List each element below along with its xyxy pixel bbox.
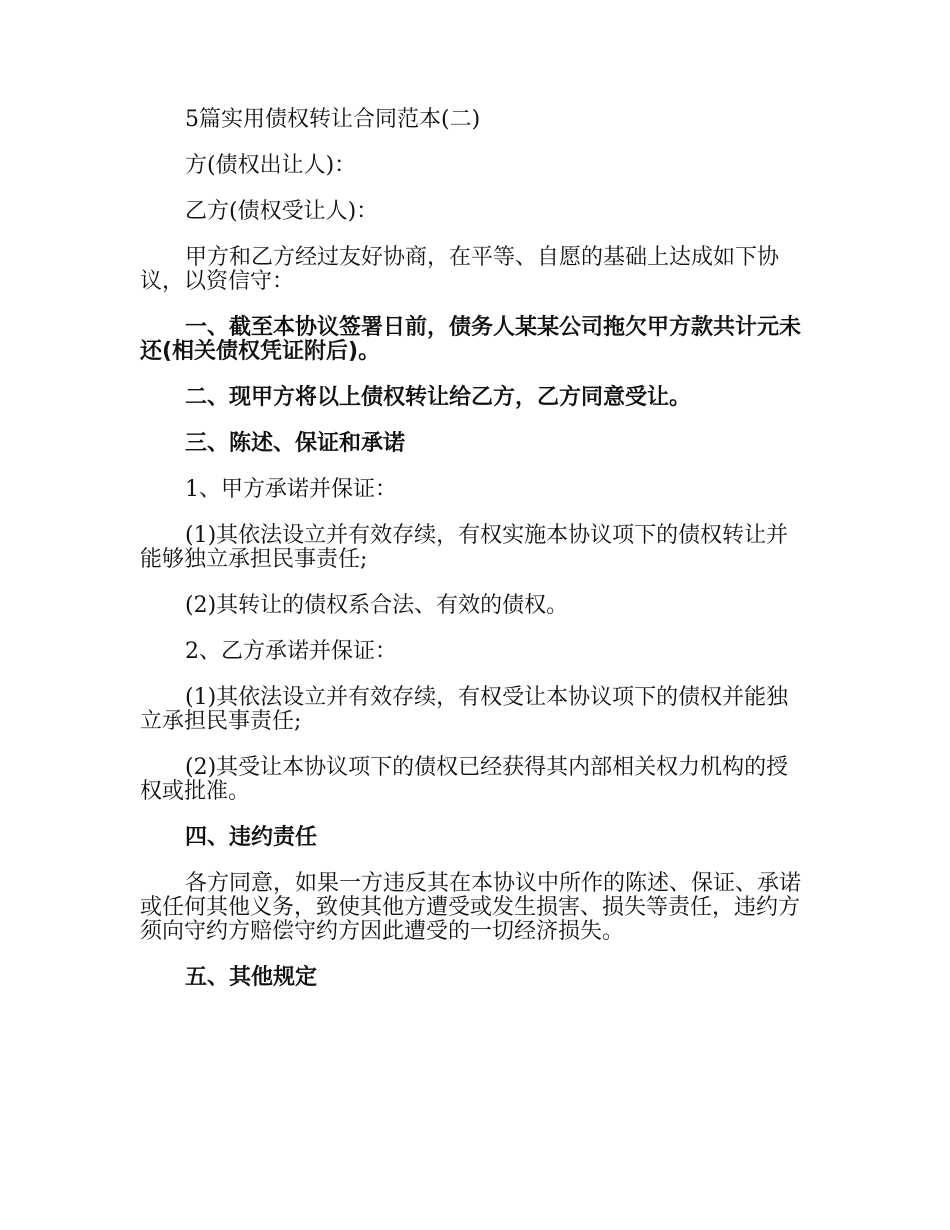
section-four-heading: 四、违约责任 — [185, 825, 318, 850]
section-five-heading: 五、其他规定 — [185, 965, 318, 990]
party-a-commitment-1: (1)其依法设立并有效存续，有权实施本协议项下的债权转让并能够独立承担民事责任; — [140, 523, 789, 572]
section-two: 二、现甲方将以上债权转让给乙方，乙方同意受让。 — [185, 385, 692, 410]
party-b-commitment-2: (2)其受让本协议项下的债权已经获得其内部相关权力机构的授权或批准。 — [140, 755, 789, 804]
section-three-heading: 三、陈述、保证和承诺 — [185, 431, 406, 456]
paragraph-transferee: 乙方(债权受让人)： — [185, 199, 379, 224]
breach-liability-paragraph: 各方同意，如果一方违反其在本协议中所作的陈述、保证、承诺或任何其他义务，致使其他方遭受或发生损害、损失等责任，违约方须向守约方赔偿守约方因此遭受的一切经济损失。 — [140, 871, 802, 944]
party-b-commitment-heading: 2、乙方承诺并保证： — [185, 639, 397, 664]
document-title: 5篇实用债权转让合同范本(二) — [185, 107, 481, 132]
party-a-commitment-2: (2)其转让的债权系合法、有效的债权。 — [185, 593, 569, 618]
document-body — [140, 108, 810, 1012]
party-b-commitment-1: (1)其依法设立并有效存续，有权受让本协议项下的债权并能独立承担民事责任; — [140, 685, 789, 734]
section-one: 一、截至本协议签署日前，债务人某某公司拖欠甲方款共计元未还(相关债权凭证附后)。 — [140, 315, 802, 364]
paragraph-transferor: 方(债权出让人)： — [185, 153, 357, 178]
paragraph-agreement-intro: 甲方和乙方经过友好协商，在平等、自愿的基础上达成如下协议，以资信守： — [140, 245, 780, 294]
party-a-commitment-heading: 1、甲方承诺并保证： — [185, 477, 397, 502]
